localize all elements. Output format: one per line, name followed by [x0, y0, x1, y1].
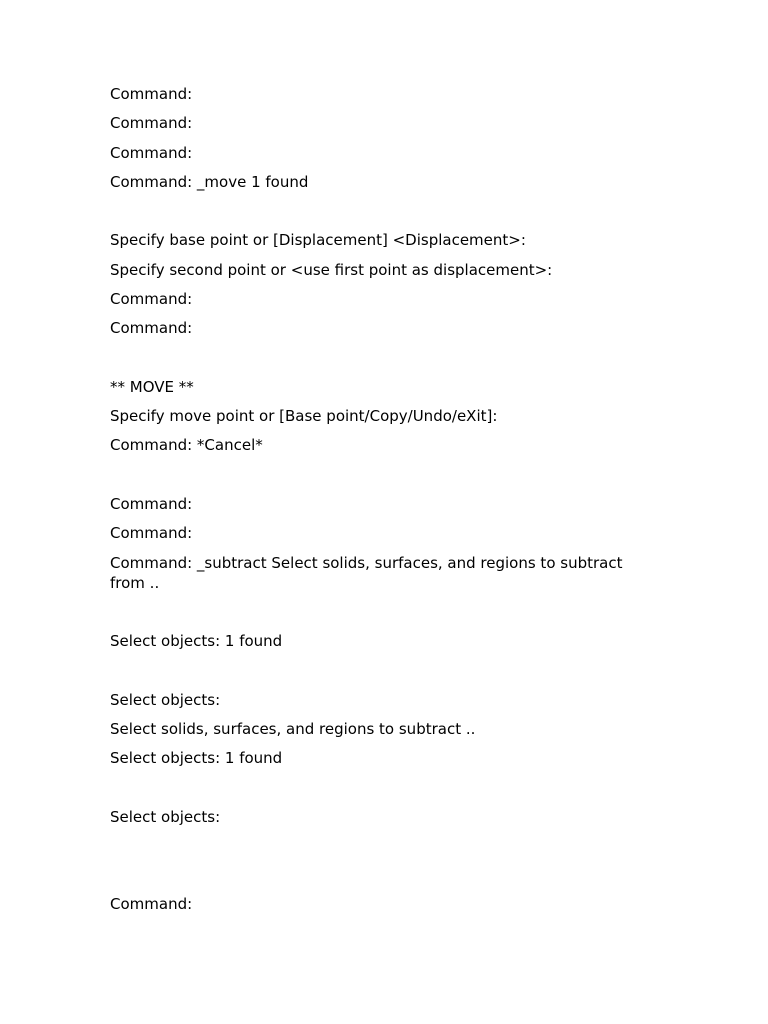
log-line: Command:: [110, 495, 193, 513]
log-line: Command:: [110, 524, 193, 542]
log-line: Command:: [110, 290, 193, 308]
log-line: Select objects:: [110, 691, 221, 709]
log-line: Command:: [110, 85, 193, 103]
log-line: Select objects: 1 found: [110, 632, 283, 650]
log-line: Command:: [110, 144, 193, 162]
log-line: Command: _move 1 found: [110, 173, 309, 191]
log-line: Command: _subtract Select solids, surfaces, and regions to subtract from ..: [110, 554, 628, 592]
log-line: Command:: [110, 114, 193, 132]
log-line: Select solids, surfaces, and regions to subtract ..: [110, 720, 476, 738]
log-line: Specify second point or <use first point as displacement>:: [110, 261, 553, 279]
log-line: Command:: [110, 319, 193, 337]
log-line: ** MOVE **: [110, 378, 194, 396]
log-line: Select objects: 1 found: [110, 749, 283, 767]
log-line: Command: *Cancel*: [110, 436, 263, 454]
log-line: Specify move point or [Base point/Copy/Undo/eXit]:: [110, 407, 498, 425]
log-line: Select objects:: [110, 808, 221, 826]
log-line: Specify base point or [Displacement] <Displacement>:: [110, 231, 526, 249]
log-line: Command:: [110, 895, 193, 913]
